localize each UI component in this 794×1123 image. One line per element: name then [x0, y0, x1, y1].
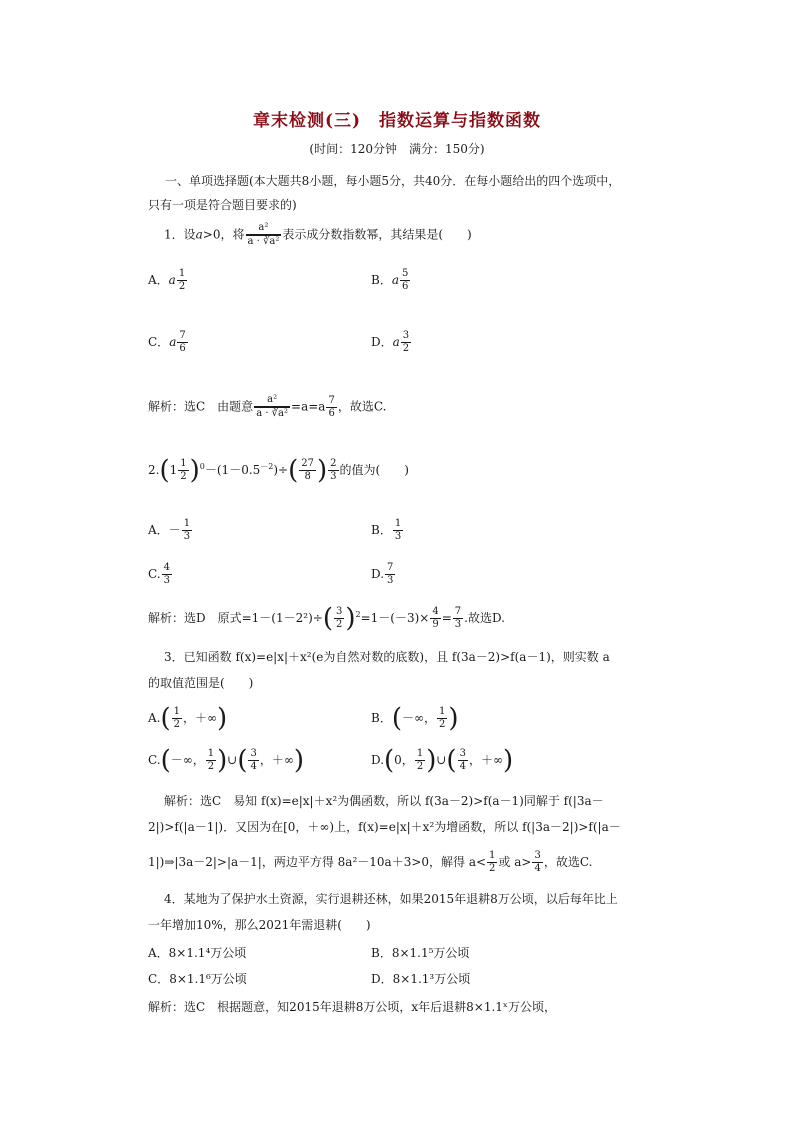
option-label: A． — [148, 523, 169, 537]
option-text: 8×1.1⁶万公顷 — [169, 972, 247, 986]
q1-solution — [148, 394, 386, 420]
left-paren: ( — [446, 745, 457, 776]
q4-option-a[interactable] — [148, 944, 246, 961]
right-paren: ) — [345, 603, 356, 634]
q2-solution-fraction — [334, 606, 344, 631]
q1-expression — [246, 222, 282, 248]
q1-prefix: 1．设 — [164, 227, 196, 242]
frac-den: 9 — [432, 619, 439, 630]
option-label: C． — [148, 335, 170, 349]
q1-solution-num: a² — [254, 394, 290, 407]
left-paren: ( — [160, 745, 171, 776]
q2-mid-sup: －2 — [260, 462, 274, 471]
q3-solution-suffix: ，故选C. — [543, 855, 593, 869]
question-1 — [164, 222, 472, 248]
frac-num: 1 — [183, 518, 191, 529]
page-title: 章末检测(三) 指数运算与指数函数 — [252, 111, 542, 131]
left-paren: ( — [391, 703, 402, 734]
q3-solution-line3 — [148, 850, 592, 875]
right-paren: ) — [317, 455, 328, 486]
frac-den: 2 — [489, 863, 496, 874]
right-paren: ) — [426, 745, 437, 776]
frac-num: 7 — [387, 562, 394, 573]
right-paren: ) — [293, 745, 305, 776]
q1-solution-den — [254, 407, 290, 420]
frac-num: 3 — [335, 606, 343, 617]
frac-den: 2 — [416, 761, 424, 772]
q2-option-c[interactable] — [148, 562, 173, 587]
option-fraction — [206, 748, 216, 773]
frac-num: 7 — [454, 606, 462, 617]
exp-den: 2 — [178, 281, 186, 292]
option-label: B． — [371, 711, 392, 725]
right-paren: ) — [217, 703, 228, 734]
q2-solution — [148, 603, 505, 634]
option-fraction — [437, 706, 447, 731]
frac-num: 1 — [394, 518, 402, 529]
q2-fraction-1 — [178, 458, 188, 483]
option-pre: 0， — [394, 753, 414, 767]
q1-expression-num: a² — [246, 222, 282, 235]
frac-num: 4 — [432, 606, 439, 617]
option-exponent — [400, 268, 410, 293]
frac-num: 3 — [459, 748, 466, 759]
q2-solution-fraction-3 — [453, 606, 463, 631]
frac-num: 1 — [180, 458, 187, 469]
option-fraction — [248, 748, 258, 773]
q1-var: a — [195, 227, 203, 242]
option-base: a — [168, 273, 176, 287]
option-fraction — [458, 748, 468, 773]
option-fraction — [182, 518, 192, 543]
option-label: D. — [371, 567, 385, 581]
exp-num: 1 — [178, 268, 186, 279]
frac-num: 1 — [438, 706, 446, 717]
q3-option-c[interactable] — [148, 745, 305, 776]
q1-solution-exponent — [326, 395, 336, 420]
exp-num: 7 — [328, 394, 335, 406]
q2-solution-exponent: 2 — [355, 610, 361, 619]
q4-solution: 解析：选C 根据题意，知2015年退耕8万公顷，x年后退耕8×1.1ˣ万公顷， — [148, 1000, 556, 1014]
option-label: A. — [148, 711, 161, 725]
option-label: B． — [371, 946, 392, 960]
frac-den: 3 — [163, 575, 170, 586]
exp-den: 3 — [330, 471, 337, 482]
question-2 — [148, 455, 409, 486]
q2-solution-suffix: .故选D. — [464, 611, 505, 625]
q1-option-a[interactable] — [148, 268, 188, 293]
question-3-line2: 的取值范围是( ) — [148, 676, 254, 690]
right-paren: ) — [217, 745, 228, 776]
q1-solution-suffix: ，故选C. — [337, 399, 387, 414]
left-paren: ( — [384, 745, 395, 776]
q2-solution-mid: =1－(－3)× — [360, 611, 430, 625]
frac-den: 2 — [335, 619, 343, 630]
q3-solution-or: 或 a> — [498, 855, 532, 869]
frac-den: 2 — [438, 719, 446, 730]
frac-num: 3 — [534, 850, 541, 861]
frac-den: 3 — [394, 531, 402, 542]
q2-mid: －(1－0.5 — [204, 463, 261, 477]
frac-den: 4 — [459, 761, 466, 772]
right-paren: ) — [189, 455, 200, 486]
frac-num: 1 — [416, 748, 424, 759]
q3-solution-line1: 解析：选C 易知 f(x)=e|x|＋x²为偶函数，所以 f(3a－2)>f(a－1)同解于 f(|3a－ — [164, 794, 604, 808]
option-fraction — [385, 562, 395, 587]
q1-option-b[interactable] — [371, 268, 411, 293]
frac-num: 3 — [250, 748, 257, 759]
exp-den: 6 — [328, 407, 335, 419]
option-label: D． — [371, 972, 393, 986]
option-exponent — [177, 330, 187, 355]
right-paren: ) — [502, 745, 514, 776]
option-text: 8×1.1⁴万公顷 — [168, 946, 247, 960]
option-label: C. — [148, 567, 161, 581]
q3-solution-fraction-2 — [532, 850, 542, 875]
q1-option-d[interactable] — [371, 330, 412, 355]
union-symbol: ∪ — [436, 753, 447, 767]
option-label: A． — [148, 946, 169, 960]
q2-prefix: 2. — [148, 463, 160, 477]
exam-info: (时间：120分钟 满分：150分) — [309, 142, 485, 156]
q2-exponent-0: 0 — [199, 462, 205, 471]
q1-solution-prefix: 解析：选C 由题意 — [148, 399, 254, 414]
q2-solution-fraction-2 — [430, 606, 440, 631]
option-text: 8×1.1⁵万公顷 — [391, 946, 470, 960]
option-fraction — [415, 748, 425, 773]
option-fraction — [393, 518, 403, 543]
right-paren: ) — [448, 703, 459, 734]
option-base: a — [169, 335, 177, 349]
exp-num: 2 — [330, 458, 337, 469]
q1-sqrt: a · ∛a² — [247, 236, 280, 247]
option-fraction — [172, 706, 182, 731]
q2-solution-prefix: 解析：选D 原式=1－(1－2²)÷ — [148, 611, 323, 625]
left-paren: ( — [322, 603, 333, 634]
frac-den: 3 — [387, 575, 394, 586]
option-label: C． — [148, 972, 170, 986]
frac-num: 1 — [207, 748, 215, 759]
frac-den: 4 — [250, 761, 257, 772]
option-base: a — [392, 335, 400, 349]
frac-den: 2 — [207, 761, 215, 772]
left-paren: ( — [288, 455, 299, 486]
exp-num: 7 — [179, 330, 186, 341]
option-text: 8×1.1³万公顷 — [392, 972, 471, 986]
frac-den: 8 — [304, 471, 311, 482]
q2-option-a[interactable] — [148, 518, 193, 543]
q1-solution-sqrt: a · ∛a² — [256, 408, 289, 419]
q1-expression-den — [246, 235, 282, 248]
q1-solution-expression — [254, 394, 290, 420]
option-exponent — [401, 330, 411, 355]
left-paren: ( — [160, 703, 171, 734]
frac-den: 3 — [183, 531, 191, 542]
exp-den: 2 — [402, 343, 410, 354]
q2-solution-eq: = — [441, 611, 452, 625]
option-base: a — [391, 273, 399, 287]
q2-suffix: 的值为( ) — [339, 463, 409, 477]
exp-num: 5 — [401, 268, 409, 279]
frac-num: 1 — [173, 706, 181, 717]
option-rest: ，＋∞ — [468, 753, 503, 767]
q3-option-a[interactable] — [148, 703, 228, 734]
option-rest: ，＋∞ — [259, 753, 294, 767]
q1-solution-mid: =a=a — [291, 399, 326, 414]
option-label: D． — [371, 335, 393, 349]
frac-num: 4 — [163, 562, 170, 573]
section-instructions-line2: 只有一项是符合题目要求的) — [148, 198, 297, 212]
q1-option-c[interactable] — [148, 330, 189, 355]
option-exponent — [177, 268, 187, 293]
frac-den: 2 — [180, 471, 187, 482]
option-pre: －∞， — [401, 711, 436, 725]
option-fraction — [162, 562, 172, 587]
q2-whole: 1 — [169, 463, 178, 477]
q4-option-d[interactable] — [371, 970, 470, 987]
frac-num: 1 — [489, 850, 496, 861]
frac-den: 4 — [534, 863, 541, 874]
q3-option-d[interactable] — [371, 745, 514, 776]
question-3-line1: 3．已知函数 f(x)=e|x|＋x²(e为自然对数的底数)，且 f(3a－2)>f(a－1)，则实数 a — [164, 650, 610, 664]
question-4-line1: 4．某地为了保护水土资源，实行退耕还林，如果2015年退耕8万公顷，以后每年比上 — [164, 892, 618, 906]
q4-option-c[interactable] — [148, 970, 247, 987]
exp-den: 6 — [179, 343, 186, 354]
question-4-line2: 一年增加10%，那么2021年需退耕( ) — [148, 918, 371, 932]
frac-den: 2 — [173, 719, 181, 730]
left-paren: ( — [159, 455, 170, 486]
q1-suffix: 表示成分数指数幂，其结果是( ) — [282, 227, 472, 242]
q1-cond: >0，将 — [202, 227, 245, 242]
frac-den: 3 — [454, 619, 462, 630]
left-paren: ( — [237, 745, 248, 776]
q2-option-d[interactable] — [371, 562, 396, 587]
q2-option-b[interactable] — [371, 518, 404, 543]
q2-fraction-2 — [299, 458, 316, 483]
exp-den: 6 — [401, 281, 409, 292]
exp-num: 3 — [402, 330, 410, 341]
q2-exponent — [328, 458, 338, 483]
q2-mid2: )÷ — [273, 463, 289, 477]
option-rest: ，＋∞ — [183, 711, 218, 725]
option-label: D. — [371, 753, 385, 767]
option-label: C. — [148, 753, 161, 767]
q4-option-b[interactable] — [371, 944, 469, 961]
q3-solution-line3-pre: 1|)⇒|3a－2|>|a－1|，两边平方得 8a²－10a＋3>0，解得 a< — [148, 855, 487, 869]
q3-solution-fraction-1 — [487, 850, 497, 875]
option-label: B． — [371, 523, 392, 537]
section-instructions-line1: 一、单项选择题(本大题共8小题，每小题5分，共40分．在每小题给出的四个选项中， — [165, 174, 621, 188]
union-symbol: ∪ — [227, 753, 238, 767]
option-pre: －∞， — [170, 753, 205, 767]
frac-num: 27 — [301, 458, 315, 469]
q3-option-b[interactable] — [371, 703, 459, 734]
option-label: B． — [371, 273, 392, 287]
option-sign: － — [168, 523, 181, 537]
q3-solution-line2: 2|)>f(|a－1|)．又因为在[0，＋∞)上，f(x)=e|x|＋x²为增函数，所以 f(|3a－2|)>f(|a－ — [148, 820, 621, 834]
option-label: A． — [148, 273, 169, 287]
